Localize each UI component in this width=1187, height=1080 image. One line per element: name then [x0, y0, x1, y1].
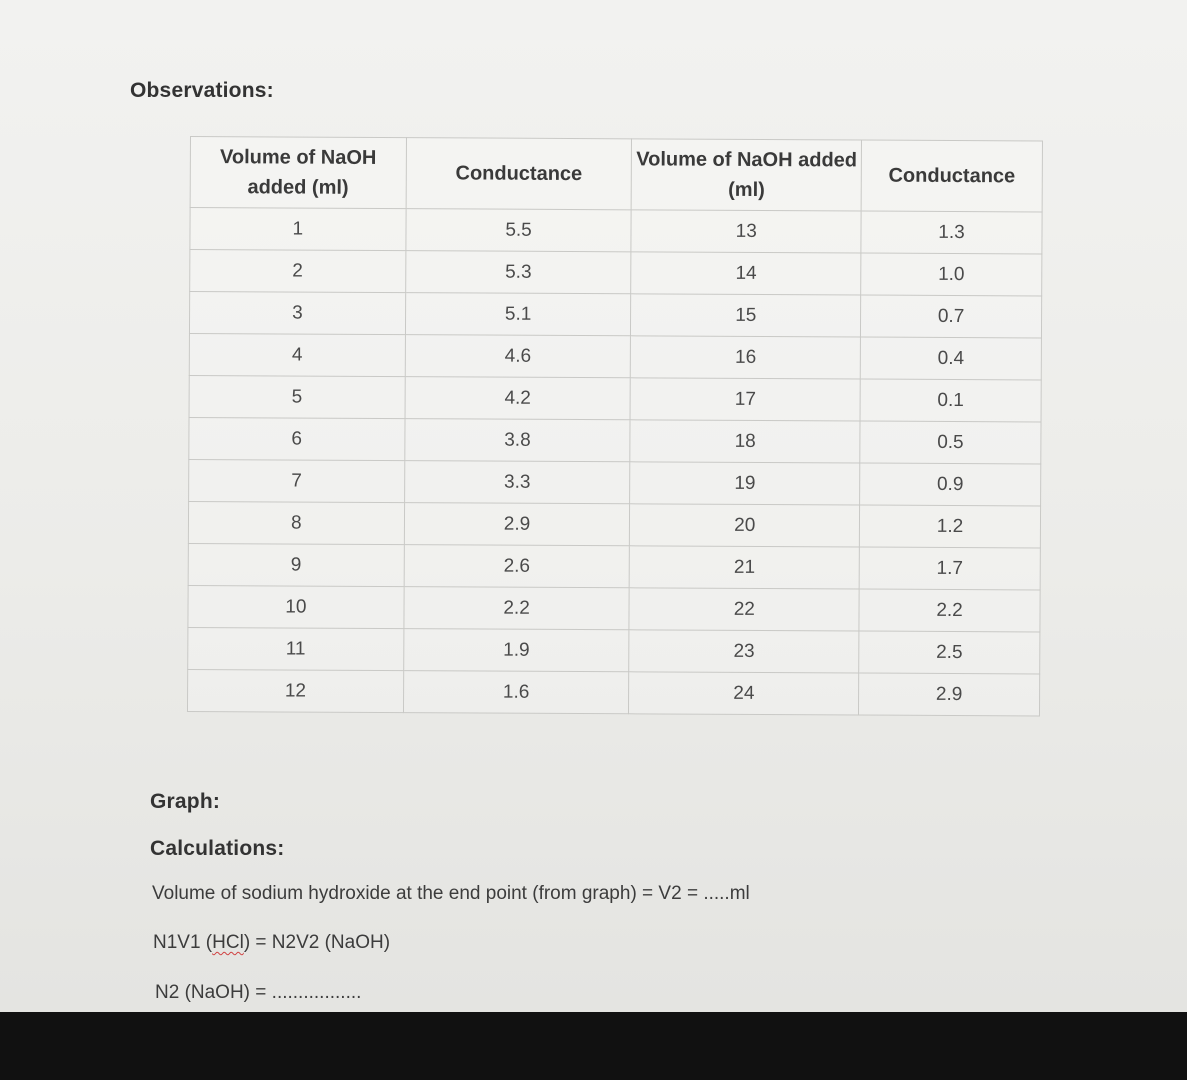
- table-cell: 15: [631, 294, 861, 337]
- observations-table: [187, 136, 1043, 716]
- table-cell: 10: [188, 585, 404, 628]
- table-cell: 1.9: [403, 629, 629, 672]
- formula-prefix: N1V1 (: [153, 932, 213, 953]
- table-cell: 0.4: [860, 337, 1041, 380]
- table-cell: 2.2: [404, 587, 630, 630]
- table-cell: 2.2: [859, 589, 1040, 632]
- n2-naoh-line: N2 (NaOH) = .................: [155, 982, 362, 1003]
- table-cell: 1.0: [861, 253, 1042, 296]
- table-cell: 3.8: [404, 419, 630, 462]
- table-cell: 2.9: [404, 503, 630, 546]
- observations-heading: Observations:: [130, 79, 274, 102]
- table-cell: 3: [189, 292, 405, 335]
- table-cell: 4.2: [405, 377, 631, 420]
- table-cell: 1.6: [403, 671, 629, 714]
- table-row: [189, 333, 1041, 379]
- header-volume-2: Volume of NaOH added (ml): [632, 139, 862, 211]
- table-cell: 0.7: [861, 295, 1042, 338]
- table-cell: 21: [630, 546, 860, 589]
- table-cell: 2: [190, 250, 406, 293]
- table-row: [189, 292, 1041, 338]
- header-volume-1: Volume of NaOH added (ml): [190, 137, 406, 209]
- table-cell: 5.5: [406, 209, 632, 252]
- table-cell: 18: [630, 420, 860, 463]
- table-cell: 5.1: [405, 293, 631, 336]
- table-cell: 8: [188, 501, 404, 544]
- table-cell: 4: [189, 333, 405, 376]
- table-row: [188, 501, 1040, 547]
- table-row: [188, 627, 1040, 673]
- table-cell: 5.3: [405, 251, 631, 294]
- table-cell: 6: [189, 417, 405, 460]
- table-cell: 0.5: [860, 421, 1041, 464]
- formula-suffix: ) = N2V2 (NaOH): [243, 932, 391, 953]
- normality-formula-line: [153, 932, 390, 954]
- table-row: [190, 208, 1042, 254]
- spellcheck-word: HCl: [212, 932, 244, 953]
- table-cell: 4.6: [405, 335, 631, 378]
- monitor-bezel: [0, 1012, 1187, 1080]
- table-row: [187, 669, 1039, 715]
- table-row: [189, 417, 1041, 463]
- table-cell: 19: [630, 462, 860, 505]
- graph-heading: Graph:: [150, 790, 221, 813]
- table-row: [189, 459, 1041, 505]
- table-cell: 13: [631, 210, 861, 253]
- table-cell: 7: [189, 459, 405, 502]
- table-cell: 0.1: [860, 379, 1041, 422]
- table-cell: 9: [188, 543, 404, 586]
- header-conductance-2: Conductance: [861, 140, 1042, 212]
- table-row: [189, 375, 1041, 421]
- table-cell: 16: [631, 336, 861, 379]
- table-cell: 0.9: [860, 463, 1041, 506]
- table-header-row: [190, 137, 1042, 212]
- table-cell: 1.7: [859, 547, 1040, 590]
- table-cell: 11: [188, 627, 404, 670]
- observations-table-container: [187, 136, 1054, 717]
- table-cell: 2.6: [404, 545, 630, 588]
- table-row: [190, 250, 1042, 296]
- table-cell: 2.5: [859, 631, 1040, 674]
- table-cell: 1: [190, 208, 406, 251]
- table-cell: 2.9: [859, 673, 1040, 716]
- table-cell: 5: [189, 375, 405, 418]
- calculations-heading: Calculations:: [150, 837, 285, 860]
- table-cell: 20: [630, 504, 860, 547]
- table-cell: 22: [629, 588, 859, 631]
- table-cell: 24: [629, 672, 859, 715]
- header-conductance-1: Conductance: [406, 138, 632, 210]
- table-cell: 1.2: [859, 505, 1040, 548]
- end-point-volume-line: Volume of sodium hydroxide at the end point (from graph) = V2 = .....ml: [152, 883, 750, 904]
- table-cell: 12: [187, 669, 403, 712]
- table-cell: 23: [629, 630, 859, 673]
- table-cell: 14: [631, 252, 861, 295]
- table-cell: 3.3: [404, 461, 630, 504]
- table-cell: 17: [630, 378, 860, 421]
- table-row: [188, 543, 1040, 589]
- table-row: [188, 585, 1040, 631]
- table-cell: 1.3: [861, 211, 1042, 254]
